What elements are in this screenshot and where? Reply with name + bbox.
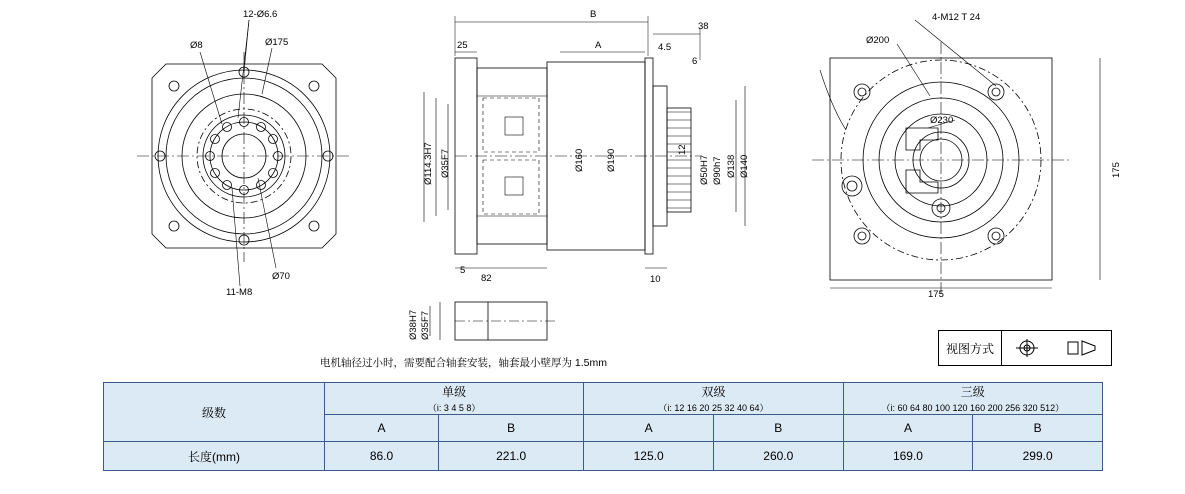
value-single-b: 221.0: [439, 442, 584, 471]
label-dim-25: 25: [457, 40, 468, 51]
label-dia8: Ø8: [190, 40, 203, 51]
right-view-geometry: [812, 20, 1100, 296]
label-dim-175-vertical: 175: [1111, 162, 1122, 178]
col-single-b: B: [439, 415, 584, 442]
middle-section-view-geometry: [424, 16, 745, 268]
group-double-stage: [584, 383, 843, 415]
label-dim-12: 12: [677, 144, 688, 155]
length-spec-table: [103, 382, 1103, 471]
group-single-stage: [325, 383, 584, 415]
label-dia160: Ø160: [574, 148, 585, 172]
left-view-geometry: [137, 20, 351, 286]
value-triple-b: 299.0: [973, 442, 1103, 471]
col-single-a: A: [325, 415, 439, 442]
label-dim-6: 6: [692, 56, 698, 67]
label-dim-175-horizontal: 175: [928, 289, 944, 300]
value-single-a: 86.0: [325, 442, 439, 471]
label-dia114-3h7: Ø114.3H7: [423, 142, 434, 185]
label-dim-5: 5: [460, 265, 466, 276]
label-dia50h7: Ø50H7: [699, 154, 710, 185]
view-method-box: [938, 330, 1112, 366]
label-dim-38: 38: [698, 21, 709, 32]
label-dia140: Ø140: [739, 154, 750, 178]
value-double-a: 125.0: [584, 442, 714, 471]
label-dia138: Ø138: [726, 154, 737, 178]
label-dim-4-5: 4.5: [658, 42, 672, 53]
row-label-length: 长度(mm): [104, 442, 325, 471]
label-dia38h7: Ø38H7: [408, 309, 419, 340]
label-bolts-4-m12: 4-M12 T 24: [932, 12, 981, 23]
group-triple-stage: [843, 383, 1102, 415]
label-dia190: Ø190: [606, 148, 617, 172]
value-triple-a: 169.0: [843, 442, 973, 471]
label-holes-12: 12-Ø6.6: [243, 9, 278, 20]
view-method-label: 视图方式: [939, 331, 1002, 365]
label-dia200: Ø200: [866, 35, 890, 46]
label-dia35f7: Ø35F7: [440, 148, 451, 178]
col-triple-a: A: [843, 415, 973, 442]
label-dia70: Ø70: [272, 271, 290, 282]
label-dim-82: 82: [481, 273, 492, 284]
group-double-stage-ratios: （i: 12 16 20 25 32 40 64）: [658, 403, 769, 413]
header-stage-count: 级数: [104, 383, 325, 442]
third-angle-projection-icon: [1065, 338, 1099, 358]
group-single-stage-title: 单级: [442, 385, 467, 399]
label-holes-11-m8: 11-M8: [226, 287, 253, 298]
bushing-view-geometry: [430, 302, 555, 340]
label-dim-a: A: [595, 40, 602, 51]
col-triple-b: B: [973, 415, 1103, 442]
col-double-a: A: [584, 415, 714, 442]
table-row: [104, 442, 1103, 471]
bushing-note: 电机轴径过小时，需要配合轴套安装，轴套最小壁厚为 1.5mm: [320, 357, 608, 369]
value-double-b: 260.0: [713, 442, 843, 471]
group-double-stage-title: 双级: [701, 385, 726, 399]
label-dia90h7: Ø90h7: [712, 156, 723, 185]
label-dia175: Ø175: [265, 37, 289, 48]
group-triple-stage-ratios: （i: 60 64 80 100 120 160 200 256 320 512）: [881, 403, 1065, 413]
group-triple-stage-title: 三级: [960, 385, 985, 399]
label-dim-10: 10: [650, 274, 661, 285]
label-dim-b: B: [590, 9, 597, 20]
col-double-b: B: [713, 415, 843, 442]
table-header-row-1: [104, 383, 1103, 415]
group-single-stage-ratios: （i: 3 4 5 8）: [427, 403, 481, 413]
first-angle-projection-icon: [1014, 338, 1040, 358]
label-dia230: Ø230: [930, 115, 954, 126]
label-dia35f7-bushing: Ø35F7: [420, 310, 431, 340]
